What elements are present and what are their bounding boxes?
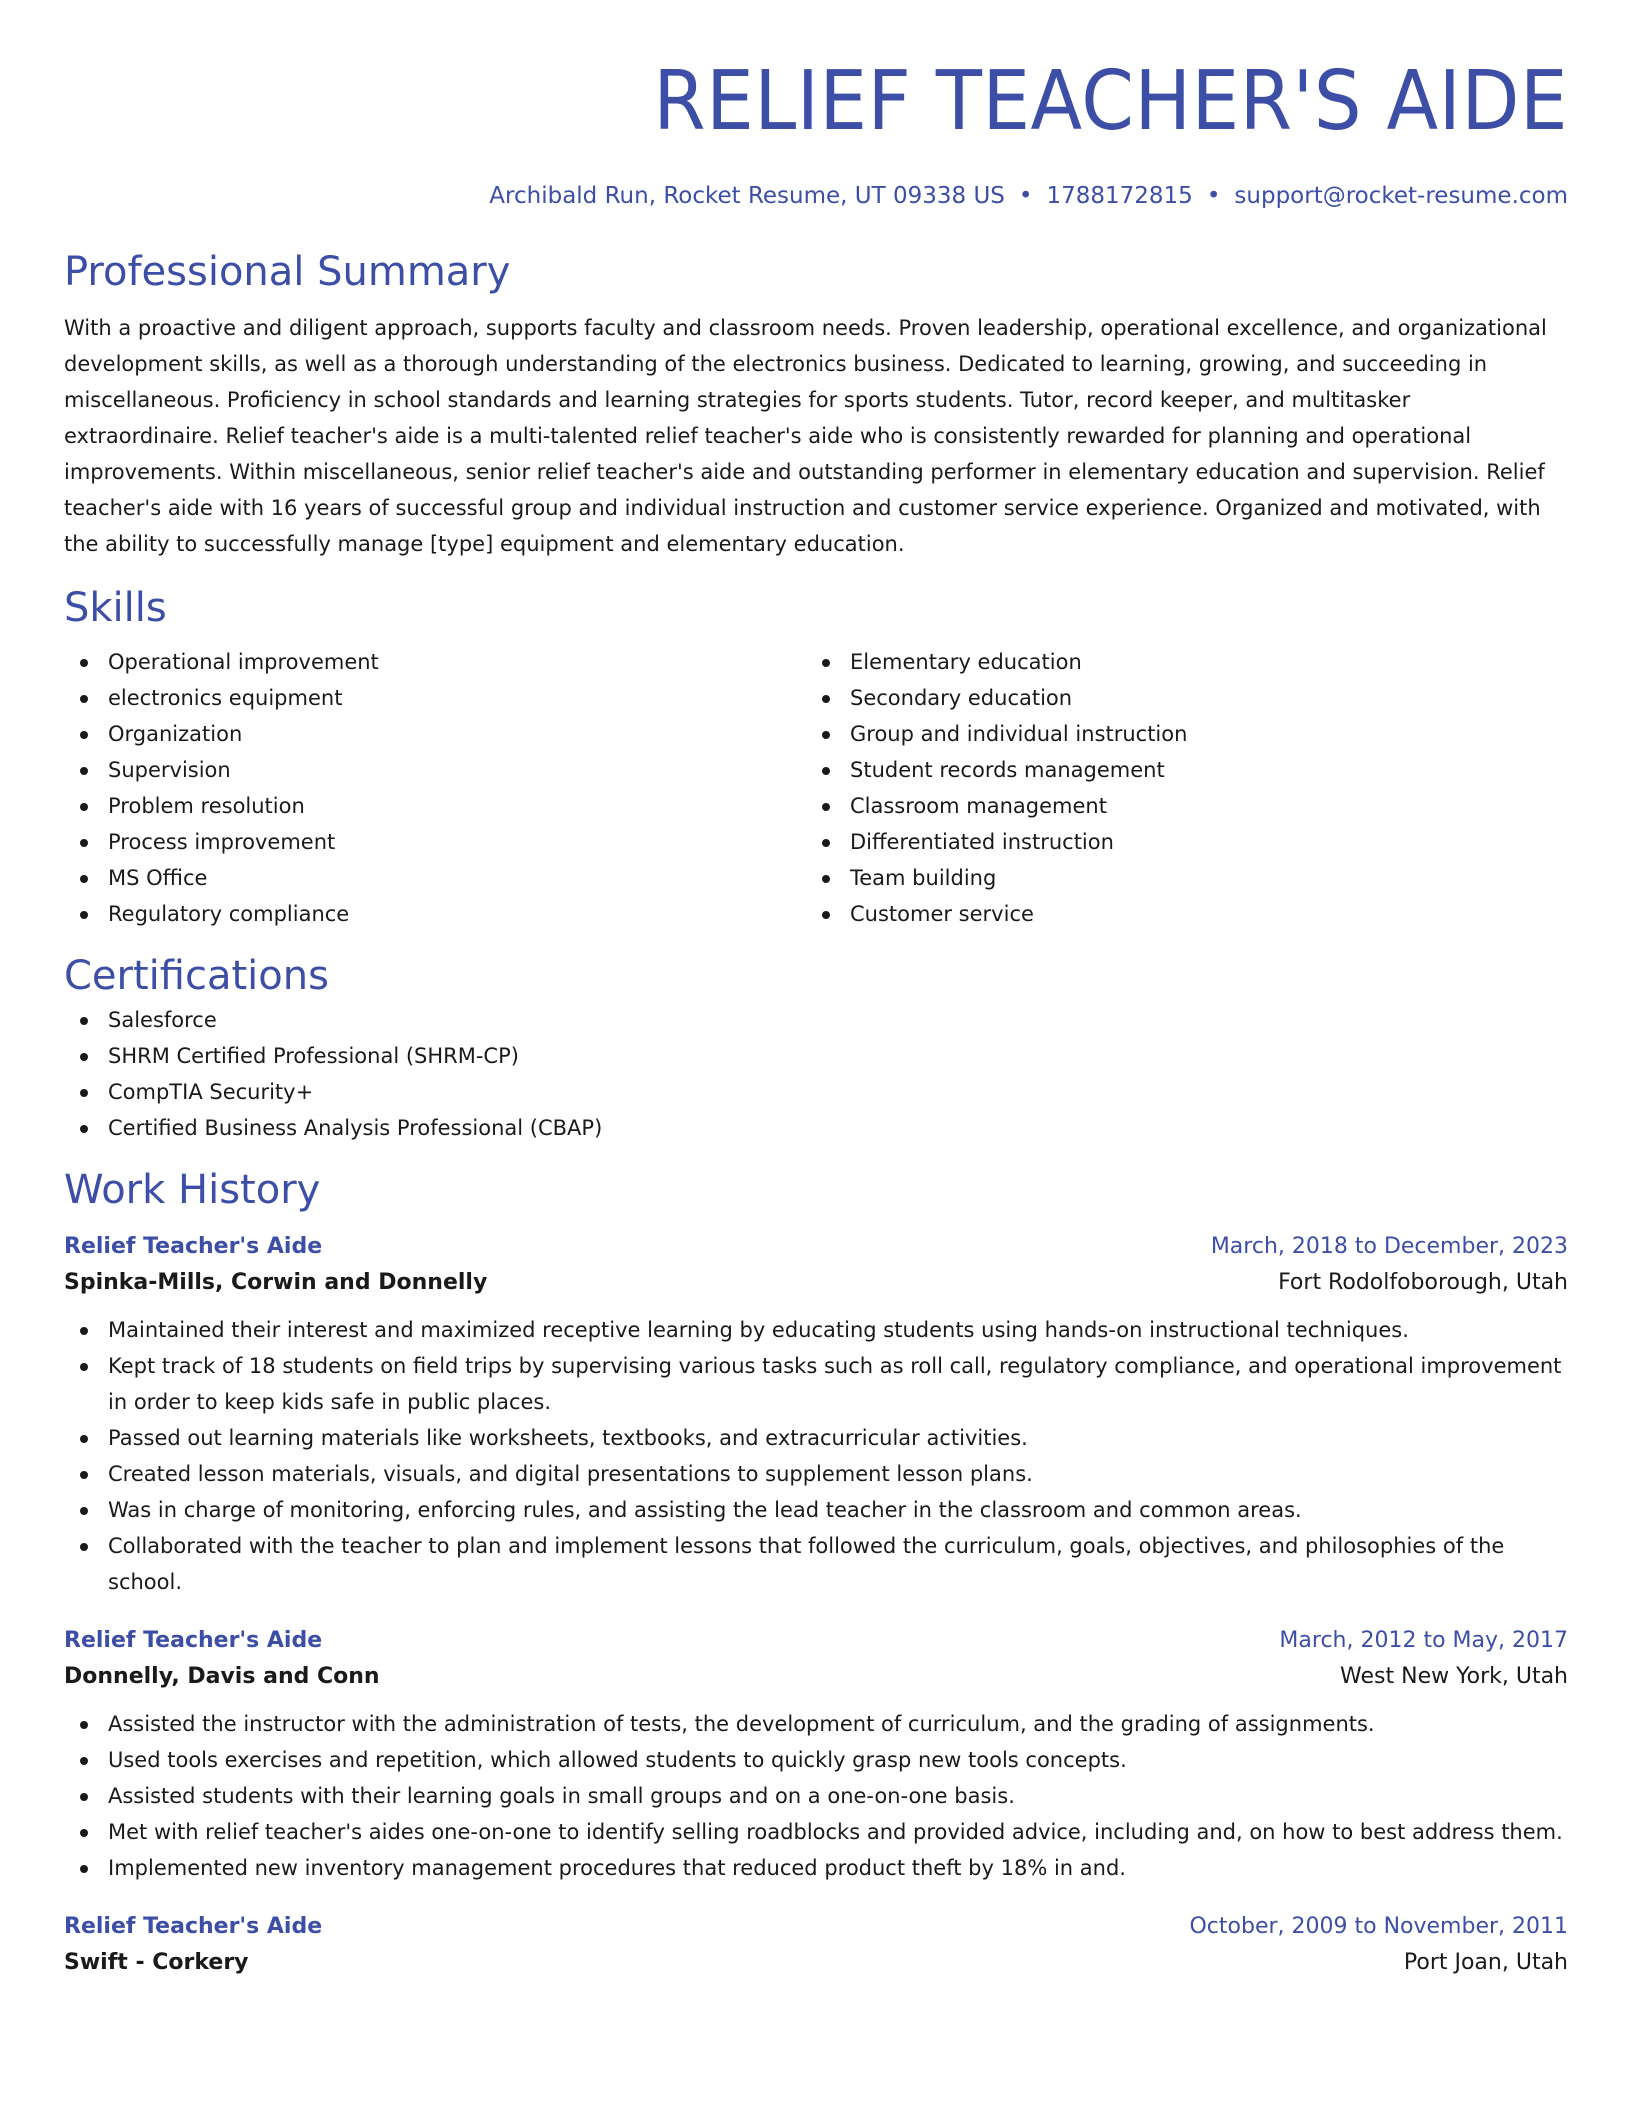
job-duty-item: Was in charge of monitoring, enforcing rules, and assisting the lead teacher in the classroom and common areas. [64,1492,1568,1528]
job-dates: March, 2018 to December, 2023 [1210,1234,1568,1259]
skill-item: Secondary education [806,680,1548,716]
skill-item: Group and individual instruction [806,716,1548,752]
contact-email: support@rocket-resume.com [1234,183,1568,209]
skill-item: Supervision [64,752,806,788]
job-duty-item: Kept track of 18 students on field trips by supervising various tasks such as roll call, regulatory compliance, and operational improvement in order to keep kids safe in public places. [64,1348,1568,1420]
job-company-row [64,1264,1568,1302]
skills-list-left [64,644,806,932]
job-title: Relief Teacher's Aide [64,1628,323,1653]
certifications-list [64,1002,1568,1146]
job-dates: October, 2009 to November, 2011 [1189,1914,1568,1939]
job-company: Swift - Corkery [64,1950,249,1975]
skills-heading: Skills [64,585,167,631]
certifications-heading: Certifications [64,953,329,999]
summary-heading: Professional Summary [64,249,511,295]
job-header-row [64,1910,1568,1944]
job-location: West New York, Utah [1340,1664,1568,1689]
contact-separator: • [1018,183,1033,209]
job-location: Fort Rodolfoborough, Utah [1278,1270,1568,1295]
job-dates: March, 2012 to May, 2017 [1279,1628,1568,1653]
skill-item: Organization [64,716,806,752]
skill-item: Differentiated instruction [806,824,1548,860]
job-duty-item: Maintained their interest and maximized receptive learning by educating students using hands-on instructional techniques. [64,1312,1568,1348]
job-duty-item: Met with relief teacher's aides one-on-one to identify selling roadblocks and provided advice, including and, on how to best address them. [64,1814,1568,1850]
contact-phone: 1788172815 [1046,183,1193,209]
work-history-heading: Work History [64,1167,321,1213]
job-company-row [64,1658,1568,1696]
job-entry [64,1230,1568,1600]
job-duty-item: Created lesson materials, visuals, and digital presentations to supplement lesson plans. [64,1456,1568,1492]
certification-item: SHRM Certified Professional (SHRM-CP) [64,1038,1568,1074]
skill-item: Problem resolution [64,788,806,824]
skill-item: Elementary education [806,644,1548,680]
job-duty-item: Collaborated with the teacher to plan and implement lessons that followed the curriculum, goals, objectives, and philosophies of the school. [64,1528,1568,1600]
job-duty-item: Assisted students with their learning goals in small groups and on a one-on-one basis. [64,1778,1568,1814]
skill-item: Regulatory compliance [64,896,806,932]
job-title: Relief Teacher's Aide [64,1234,323,1259]
job-header-row [64,1230,1568,1264]
contact-address: Archibald Run, Rocket Resume, UT 09338 US [489,183,1005,209]
contact-separator: • [1206,183,1221,209]
job-duty-item: Implemented new inventory management procedures that reduced product theft by 18% in and. [64,1850,1568,1886]
skills-grid [64,644,1568,932]
job-company: Donnelly, Davis and Conn [64,1664,380,1689]
skill-item: electronics equipment [64,680,806,716]
job-entry [64,1624,1568,1886]
skill-item: Customer service [806,896,1548,932]
job-duty-item: Assisted the instructor with the administration of tests, the development of curriculum, and the grading of assignments. [64,1706,1568,1742]
certification-item: Certified Business Analysis Professional (CBAP) [64,1110,1568,1146]
skill-item: Process improvement [64,824,806,860]
skill-item: Student records management [806,752,1548,788]
job-duty-item: Passed out learning materials like worksheets, textbooks, and extracurricular activities. [64,1420,1568,1456]
job-location: Port Joan, Utah [1403,1950,1568,1975]
job-company-row [64,1944,1568,1982]
job-title: Relief Teacher's Aide [64,1914,323,1939]
skill-item: Team building [806,860,1548,896]
skill-item: Operational improvement [64,644,806,680]
summary-text: With a proactive and diligent approach, supports faculty and classroom needs. Proven leadership, operational excellence, and organizational development skills, as well as a thorough understanding of the electronics business. Dedicated to learning, growing, and succeeding in miscellaneous. Proficiency in school standards and learning strategies for sports students. Tutor, record keeper, and multitasker extraordinaire. Relief teacher's aide is a multi-talented relief teacher's aide who is consistently rewarded for planning and operational improvements. Within miscellaneous, senior relief teacher's aide and outstanding performer in elementary education and supervision. Relief teacher's aide with 16 years of successful group and individual instruction and customer service experience. Organized and motivated, with the ability to successfully manage [type] equipment and elementary education. [64,316,1547,556]
skills-list-right [806,644,1548,932]
job-duty-item: Used tools exercises and repetition, which allowed students to quickly grasp new tools concepts. [64,1742,1568,1778]
job-header-row [64,1624,1568,1658]
resume-name: RELIEF TEACHER'S AIDE [653,54,1568,149]
certification-item: CompTIA Security+ [64,1074,1568,1110]
job-entry [64,1910,1568,1982]
skill-item: Classroom management [806,788,1548,824]
job-company: Spinka-Mills, Corwin and Donnelly [64,1270,488,1295]
certification-item: Salesforce [64,1002,1568,1038]
job-duties-list [64,1312,1568,1600]
contact-line [64,180,1568,212]
resume-page [64,0,1568,1982]
skill-item: MS Office [64,860,806,896]
job-duties-list [64,1706,1568,1886]
